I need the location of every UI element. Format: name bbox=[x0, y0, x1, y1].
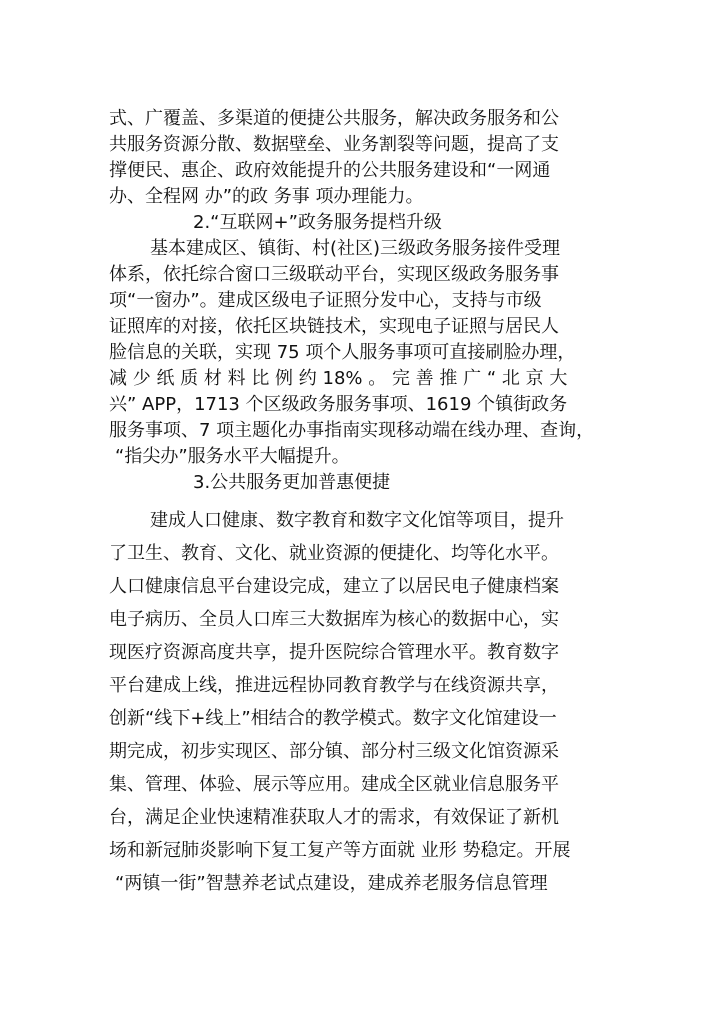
text-line-8: 项“一窗办”。建成区级电子证照分发中心，支持与市级 bbox=[109, 290, 542, 311]
text-line-21: 平台建成上线，推进远程协同教育教学与在线资源共享， bbox=[109, 675, 559, 696]
text-line-17: 了卫生、教育、文化、就业资源的便捷化、均等化水平。 bbox=[109, 543, 559, 564]
text-line-18: 人口健康信息平台建设完成，建立了以居民电子健康档案 bbox=[109, 576, 559, 597]
text-line-19: 电子病历、全员人口库三大数据库为核心的数据中心，实 bbox=[109, 609, 559, 630]
text-line-16: 建成人口健康、数字教育和数字文化馆等项目，提升 bbox=[150, 510, 564, 531]
text-line-23: 期完成，初步实现区、部分镇、部分村三级文化馆资源采 bbox=[109, 741, 559, 762]
text-line-12: 兴” APP，1713 个区级政务服务事项、1619 个镇街政务 bbox=[109, 394, 568, 415]
text-line-1: 式、广覆盖、多渠道的便捷公共服务，解决政务服务和公 bbox=[109, 108, 559, 129]
text-line-11: 减 少 纸 质 材 料 比 例 约 18% 。 完 善 推 广 “ 北 京 大 bbox=[109, 368, 568, 389]
text-line-2: 共服务资源分散、数据壁垒、业务割裂等问题，提高了支 bbox=[109, 134, 559, 155]
section-heading-3: 3.公共服务更加普惠便捷 bbox=[193, 472, 391, 493]
text-line-27: “两镇一街”智慧养老试点建设，建成养老服务信息管理 bbox=[115, 873, 548, 894]
text-line-14: “指尖办”服务水平大幅提升。 bbox=[115, 446, 350, 467]
text-line-22: 创新“线下+线上”相结合的教学模式。数字文化馆建设一 bbox=[109, 708, 557, 729]
text-line-24: 集、管理、体验、展示等应用。建成全区就业信息服务平 bbox=[109, 774, 559, 795]
text-line-13: 服务事项、7 项主题化办事指南实现移动端在线办理、查询， bbox=[109, 420, 595, 441]
text-line-4: 办、全程网 办”的政 务事 项办理能力。 bbox=[109, 186, 424, 207]
text-line-9: 证照库的对接，依托区块链技术，实现电子证照与居民人 bbox=[109, 316, 559, 337]
text-line-6: 基本建成区、镇街、村(社区)三级政务服务接件受理 bbox=[150, 238, 561, 259]
text-line-25: 台，满足企业快速精准获取人才的需求，有效保证了新机 bbox=[109, 807, 559, 828]
text-line-10: 脸信息的关联，实现 75 项个人服务事项可直接刷脸办理， bbox=[109, 342, 576, 363]
text-line-26: 场和新冠肺炎影响下复工复产等方面就 业形 势稳定。开展 bbox=[109, 840, 571, 861]
section-heading-2: 2.“互联网+”政务服务提档升级 bbox=[193, 212, 442, 233]
text-line-3: 撑便民、惠企、政府效能提升的公共服务建设和“一网通 bbox=[109, 160, 551, 181]
text-line-20: 现医疗资源高度共享，提升医院综合管理水平。教育数字 bbox=[109, 642, 559, 663]
text-line-7: 体系，依托综合窗口三级联动平台，实现区级政务服务事 bbox=[109, 264, 559, 285]
